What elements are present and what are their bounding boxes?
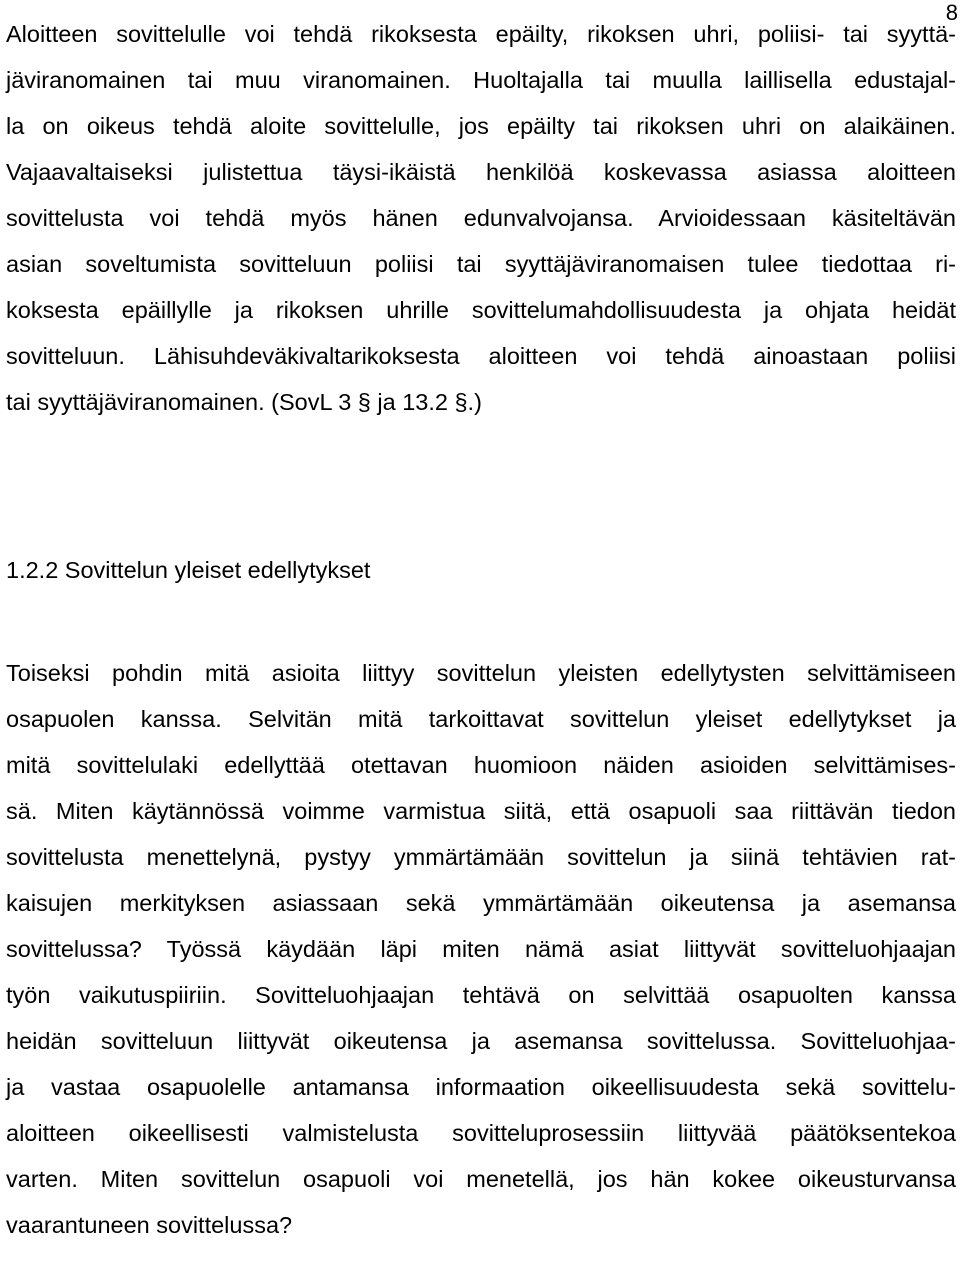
text-line: työn vaikutuspiiriin. Sovitteluohjaajan tehtävä on selvittää osapuolten kanssa [6, 982, 956, 1008]
text-line: heidän sovitteluun liittyvät oikeutensa ja asemansa sovittelussa. Sovitteluohjaa- [6, 1028, 956, 1054]
text-line: koksesta epäillylle ja rikoksen uhrille sovittelumahdollisuudesta ja ohjata heidät [6, 297, 956, 323]
text-line: sovittelusta voi tehdä myös hänen edunvalvojansa. Arvioidessaan käsiteltävän [6, 205, 956, 231]
text-line: kaisujen merkityksen asiassaan sekä ymmärtämään oikeutensa ja asemansa [6, 890, 956, 916]
section-heading: 1.2.2 Sovittelun yleiset edellytykset [6, 557, 371, 583]
text-line: sovittelussa? Työssä käydään läpi miten nämä asiat liittyvät sovitteluohjaajan [6, 936, 956, 962]
text-line: sovitteluun. Lähisuhdeväkivaltarikoksesta aloitteen voi tehdä ainoastaan poliisi [6, 343, 956, 369]
text-line: Vajaavaltaiseksi julistettua täysi-ikäistä henkilöä koskevassa asiassa aloitteen [6, 159, 956, 185]
text-line: osapuolen kanssa. Selvitän mitä tarkoittavat sovittelun yleiset edellytykset ja [6, 706, 956, 732]
text-line: la on oikeus tehdä aloite sovittelulle, jos epäilty tai rikoksen uhri on alaikäinen. [6, 113, 956, 139]
text-line: jäviranomainen tai muu viranomainen. Huoltajalla tai muulla laillisella edustajal- [6, 67, 956, 93]
text-line: aloitteen oikeellisesti valmistelusta sovitteluprosessiin liittyvää päätöksentekoa [6, 1120, 956, 1146]
text-line: Toiseksi pohdin mitä asioita liittyy sovittelun yleisten edellytysten selvittämiseen [6, 660, 956, 686]
text-line: Aloitteen sovittelulle voi tehdä rikoksesta epäilty, rikoksen uhri, poliisi- tai syyttä- [6, 21, 956, 47]
text-line: varten. Miten sovittelun osapuoli voi menetellä, jos hän kokee oikeusturvansa [6, 1166, 956, 1192]
page-number: 8 [945, 0, 958, 25]
text-line: mitä sovittelulaki edellyttää otettavan huomioon näiden asioiden selvittämises- [6, 752, 956, 778]
text-line: sä. Miten käytännössä voimme varmistua siitä, että osapuoli saa riittävän tiedon [6, 798, 956, 824]
text-line: asian soveltumista sovitteluun poliisi tai syyttäjäviranomaisen tulee tiedottaa ri- [6, 251, 956, 277]
text-line: tai syyttäjäviranomainen. (SovL 3 § ja 13.2 §.) [6, 389, 482, 415]
text-line: sovittelusta menettelynä, pystyy ymmärtämään sovittelun ja siinä tehtävien rat- [6, 844, 956, 870]
text-line: ja vastaa osapuolelle antamansa informaation oikeellisuudesta sekä sovittelu- [6, 1074, 956, 1100]
text-line: vaarantuneen sovittelussa? [6, 1212, 293, 1238]
